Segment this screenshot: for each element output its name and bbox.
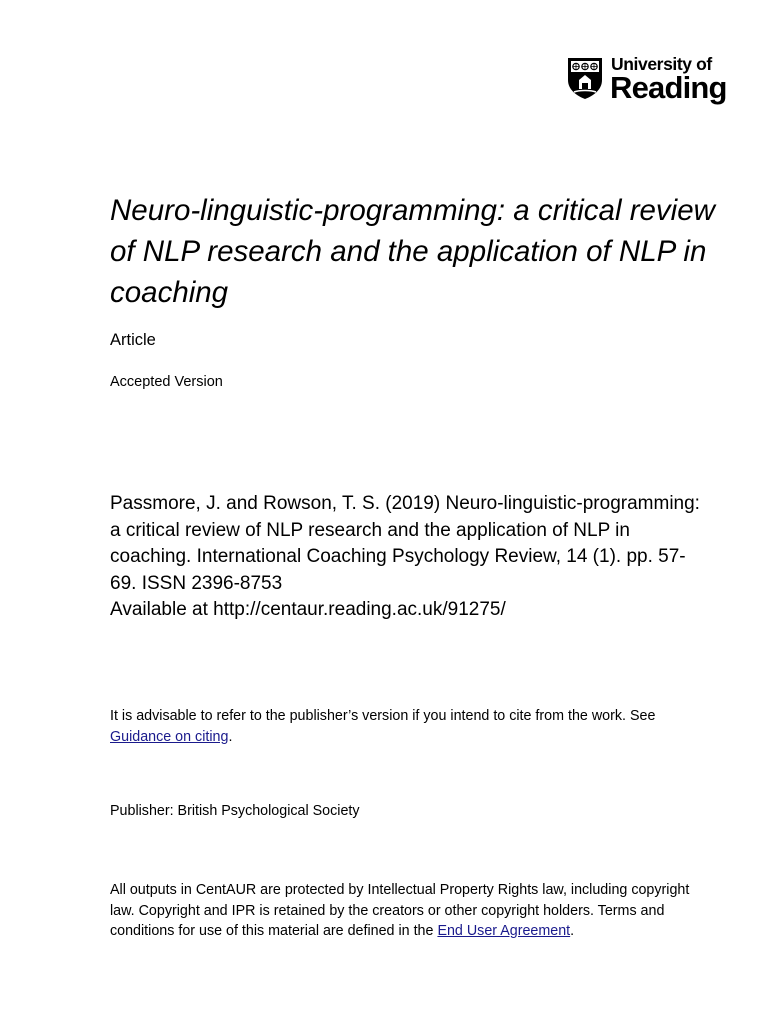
citation-advice	[110, 706, 710, 747]
rights-statement	[110, 880, 710, 942]
logo-text-line1: University of	[611, 54, 712, 74]
document-title: Neuro-linguistic-programming: a critical review of NLP research and the application of NLP in coaching	[110, 194, 715, 309]
advice-suffix: .	[228, 728, 233, 745]
citation-text: Passmore, J. and Rowson, T. S. (2019) Neuro-linguistic-programming: a critical review of NLP research and the application of NLP in coaching. International Coaching Psychology Review, 14 (1). pp. 57-69. ISSN 2396-8753	[110, 493, 700, 594]
version-label: Accepted Version	[110, 374, 223, 390]
university-logo	[566, 54, 726, 104]
citation-available-at: Available at http://centaur.reading.ac.uk/91275/	[110, 599, 506, 620]
item-type: Article	[110, 331, 156, 349]
citation-block	[110, 491, 710, 624]
publisher-line: Publisher: British Psychological Society	[110, 803, 360, 819]
advice-text: It is advisable to refer to the publisher’s version if you intend to cite from the work. See	[110, 708, 656, 724]
rights-suffix: .	[570, 923, 575, 939]
university-crest-icon	[566, 56, 604, 100]
rights-text: All outputs in CentAUR are protected by Intellectual Property Rights law, including copyright law. Copyright and IPR is retained by the creators or other copyright holders. Terms and conditions for use of this material are defined in the	[110, 882, 690, 939]
end-user-agreement-link[interactable]: End User Agreement	[437, 923, 571, 939]
logo-text-line2: Reading	[610, 70, 727, 105]
guidance-on-citing-link[interactable]: Guidance on citing	[110, 728, 229, 745]
